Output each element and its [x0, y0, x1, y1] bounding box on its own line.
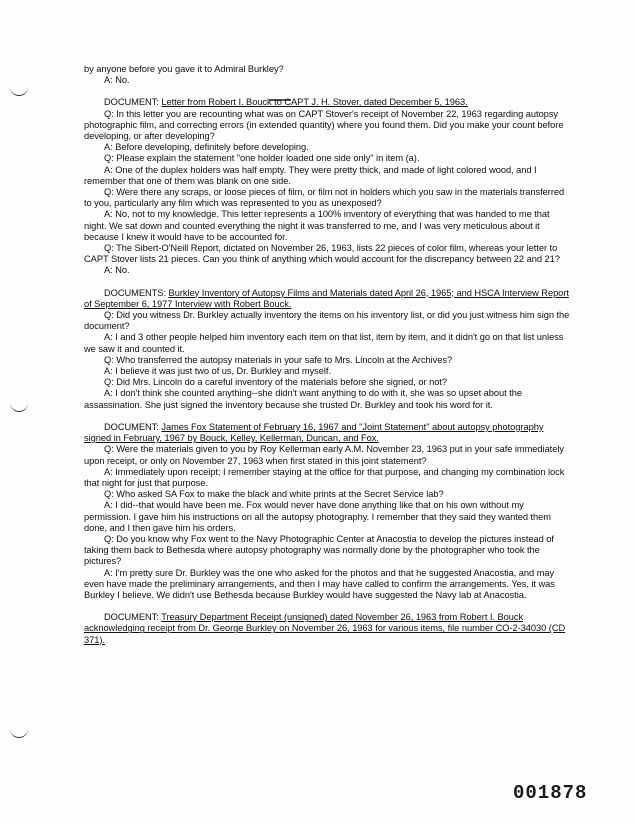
- document-title: Treasury Department Receipt (unsigned) dated November 26, 1963 from Robert I. Bouck acknowledging receipt from Dr. George Burkley on November 26, 1963 for various items, file number CO-2-34030 (CD 371).: [84, 612, 566, 645]
- document-title: Letter from Robert I. Bouck to CAPT J. H. Stover, dated December 5, 1963.: [161, 97, 468, 108]
- question: Q: In this letter you are recounting what was on CAPT Stover's receipt of November 22, 1963 regarding autopsy photographic film, and correcting errors (in extended quantity) where you found them. Did you make your count before developing, or after developing?: [84, 108, 564, 142]
- answer: A: I and 3 other people helped him inventory each item on that list, item by item, and it didn't go on that list unless we saw it and counted it.: [84, 332, 564, 354]
- body-line: by anyone before you gave it to Admiral Burkley?: [84, 64, 284, 74]
- document-heading: [84, 288, 572, 310]
- question: Q: Who transferred the autopsy materials in your safe to Mrs. Lincoln at the Archives?: [104, 354, 453, 365]
- document-label: DOCUMENT:: [104, 97, 159, 108]
- answer: A: Immediately upon receipt; I remember staying at the office for that purpose, and changing my combination lock that night for just that purpose.: [84, 466, 565, 488]
- section-burkley-inventory: [84, 288, 572, 411]
- question: Q: Did you witness Dr. Burkley actually inventory the items on his inventory list, or did you just witness him sign the document?: [84, 310, 570, 332]
- question: Q: Were there any scraps, or loose pieces of film, or film not in holders which you saw in the materials transferred to you, particularly any film which was represented to you as unexposed?: [84, 187, 565, 209]
- punch-hole-mark: [10, 728, 28, 738]
- punch-hole-mark: [10, 86, 28, 96]
- punch-hole-mark: [10, 402, 28, 412]
- question: Q: The Sibert-O'Neill Report, dictated on November 26, 1963, lists 22 pieces of color film, whereas your letter to CAPT Stover lists 21 pieces. Can you think of anything which would account for the discrepancy between 22 and 21?: [84, 243, 560, 265]
- document-label: DOCUMENT:: [104, 421, 159, 432]
- document-label: DOCUMENT:: [104, 612, 159, 623]
- document-heading: [84, 422, 572, 444]
- document-heading: [84, 97, 572, 108]
- answer: A: I believe it was just two of us, Dr. Burkley and myself.: [104, 366, 331, 377]
- answer: A: No.: [104, 265, 130, 276]
- document-title: Burkley Inventory of Autopsy Films and Materials dated April 26, 1965; and HSCA Interview Report of September 6, 1977 Interview with Robert Bouck.: [84, 287, 569, 309]
- answer: A: I'm pretty sure Dr. Burkley was the one who asked for the photos and that he suggested Anacostia, and may even have made the preliminary arrangements, and then I may have called to confirm the arrangements. Yes, it was Burkley I believe. We didn't use Bethesda because Burkley would have suggested the Navy lab at Anacostia.: [84, 567, 555, 600]
- answer-line: A: No.: [104, 75, 130, 86]
- answer: A: One of the duplex holders was half empty. They were pretty thick, and made of light colored wood, and I remember that one of them was blank on one side.: [84, 164, 537, 186]
- question: Q: Please explain the statement "one holder loaded one side only" in item (a).: [104, 153, 420, 164]
- question: Q: Were the materials given to you by Roy Kellerman early A.M. November 23, 1963 put in your safe immediately upon receipt, or only on November 27, 1963 when first stated in this joint statement?: [84, 444, 564, 466]
- document-label: DOCUMENTS:: [104, 287, 166, 298]
- answer: A: I don't think she counted anything--she didn't want anything to do with it, she was so upset about the assassination. She just signed the inventory because she trusted Dr. Burkley and took his word for it.: [84, 388, 522, 410]
- question: Q: Did Mrs. Lincoln do a careful inventory of the materials before she signed, or not?: [104, 377, 447, 388]
- question: Q: Do you know why Fox went to the Navy Photographic Center at Anacostia to develop the pictures instead of taking them back to Bethesda where autopsy photography was normally done by the photographer who took the pictures?: [84, 533, 554, 567]
- page-number-stamp: 001878: [513, 782, 588, 804]
- question: Q: Who asked SA Fox to make the black and white prints at the Secret Service lab?: [104, 489, 444, 500]
- answer: A: I did--that would have been me. Fox would never have done anything like that on his own without my permission. I gave him his instructions on all the autopsy photography. I remember that they said they wanted them done, and I then gave him his orders.: [84, 500, 551, 533]
- section-fox-statement: [84, 422, 572, 601]
- document-heading: [84, 612, 572, 646]
- section-treasury-receipt: [84, 612, 572, 646]
- document-title: James Fox Statement of February 16, 1967 and "Joint Statement" about autopsy photography signed in February, 1967 by Bouck, Kelley, Kellerman, Duncan, and Fox.: [84, 421, 544, 444]
- answer: A: No, not to my knowledge. This letter represents a 100% inventory of everything that was handed to me that night. We sat down and counted everything the night it was transferred to me, and I was very meticulous about it because I knew it would have to be accounted for.: [84, 209, 550, 242]
- section-stover-letter: [84, 97, 572, 276]
- answer: A: Before developing, definitely before developing.: [104, 142, 309, 153]
- document-body: [84, 64, 572, 646]
